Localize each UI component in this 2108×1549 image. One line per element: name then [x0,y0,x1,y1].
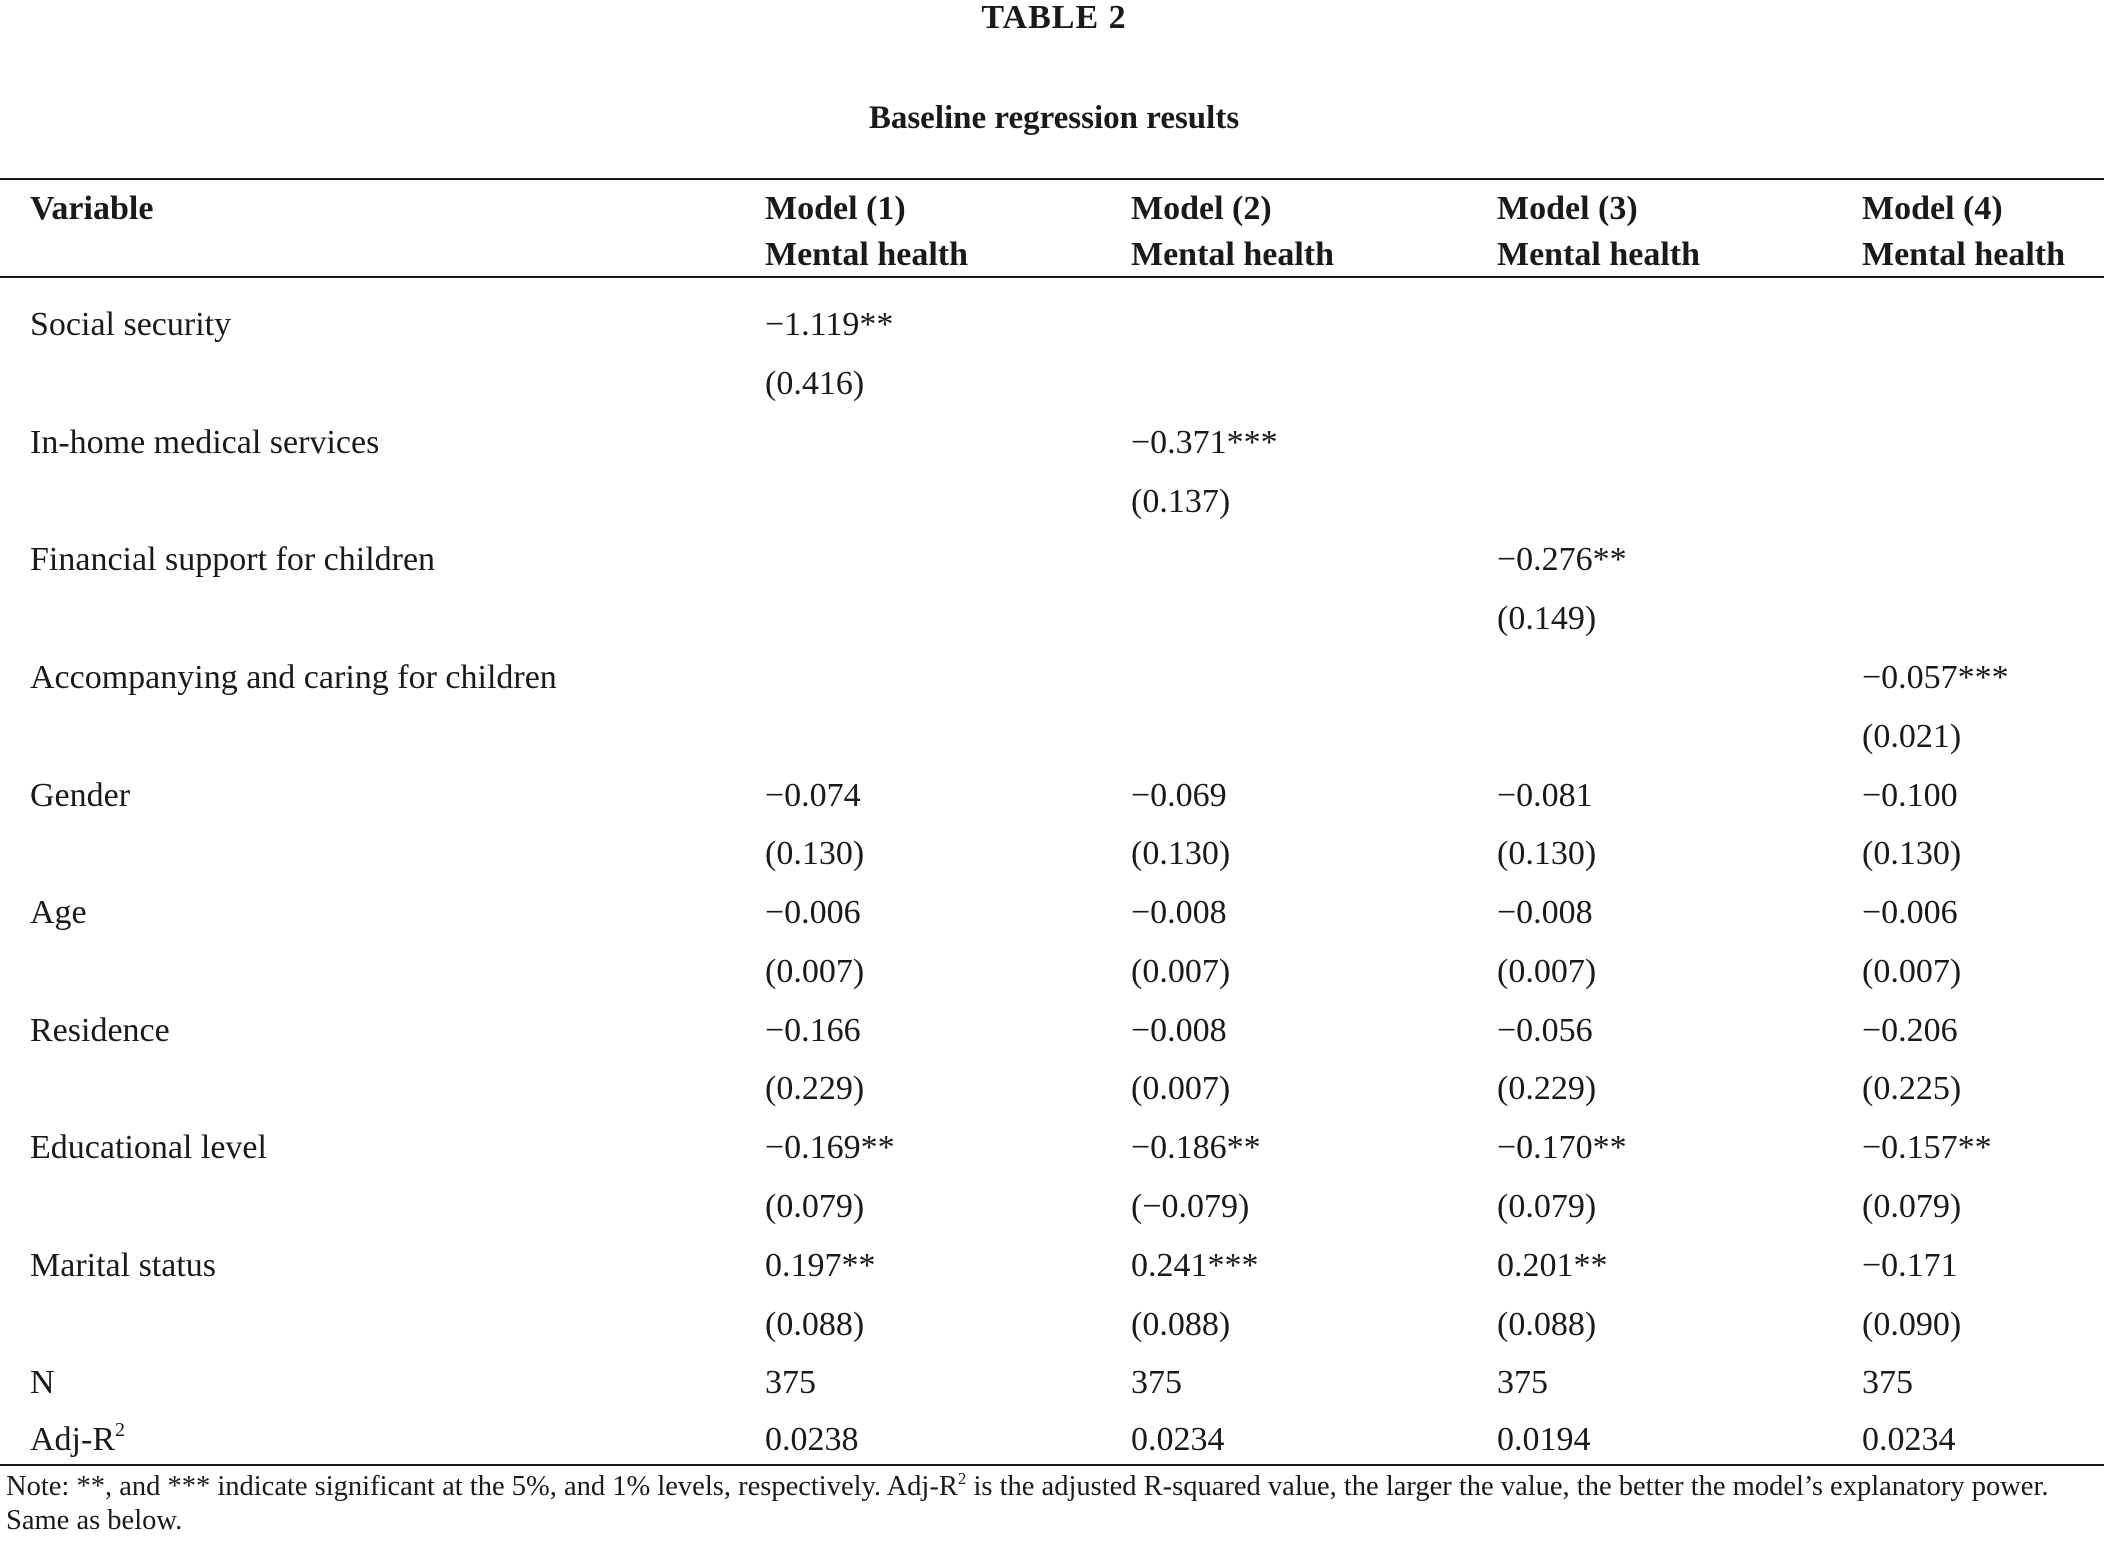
row-variable: Gender [30,777,131,814]
table-row [0,1236,2104,1295]
model-2-value: −0.371*** [1131,424,1278,461]
model-1-value: 0.0238 [765,1421,859,1458]
row-variable: Accompanying and caring for children [30,659,557,696]
header-model-3 [1497,186,1700,278]
model-1-value: (0.229) [765,1070,865,1107]
table-row [0,1001,2104,1060]
model-1-value: (0.130) [765,835,865,872]
model-1-value: −0.006 [765,894,861,931]
model-1-value: −1.119** [765,306,894,343]
table-row [0,883,2104,942]
header-rule [0,276,2104,278]
note-text-2: is the adjusted R-squared value, the larger the value, the better the model’s explanatory power. Same as below. [6,1471,2049,1536]
row-variable: Age [30,894,87,931]
model-2-value: −0.008 [1131,894,1227,931]
model-3-value: 375 [1497,1364,1548,1401]
header-model-1 [765,186,968,278]
model-3-value: (0.229) [1497,1070,1597,1107]
table-row [0,472,2104,531]
adj-r-label: Adj-R [30,1421,115,1458]
note-text-1: Note: **, and *** indicate significant at the 5%, and 1% levels, respectively. Adj-R [6,1471,958,1502]
model-2-value: (0.130) [1131,835,1231,872]
table-row [0,354,2104,413]
model-4-value: 375 [1862,1364,1913,1401]
header-model-1-name: Model (1) [765,190,906,227]
table-row [0,942,2104,1001]
model-1-value: 0.197** [765,1247,876,1284]
table-row [0,530,2104,589]
row-variable: N [30,1364,55,1401]
table-title: Baseline regression results [868,100,1240,136]
header-model-2 [1131,186,1334,278]
model-4-value: 0.0234 [1862,1421,1956,1458]
model-4-value: (0.130) [1862,835,1962,872]
model-2-value: −0.069 [1131,777,1227,814]
model-1-value: −0.169** [765,1129,895,1166]
header-model-4-dependent: Mental health [1862,236,2066,273]
model-1-value: (0.079) [765,1188,865,1225]
header-model-3-name: Model (3) [1497,190,1638,227]
model-2-value: (−0.079) [1131,1188,1250,1225]
model-2-value: 375 [1131,1364,1182,1401]
table-label: TABLE 2 [981,0,1127,36]
table-row [0,766,2104,825]
adj-r-superscript: 2 [115,1419,125,1441]
model-3-value: −0.276** [1497,541,1627,578]
model-2-value: (0.007) [1131,1070,1231,1107]
header-model-3-dependent: Mental health [1497,236,1701,273]
model-3-value: −0.081 [1497,777,1593,814]
model-1-value: (0.416) [765,365,865,402]
table-row [0,1177,2104,1236]
model-4-value: (0.090) [1862,1306,1962,1343]
table-row [0,824,2104,883]
model-4-value: (0.021) [1862,718,1962,755]
model-3-value: 0.0194 [1497,1421,1591,1458]
note-superscript: 2 [957,1469,967,1488]
model-4-value: (0.007) [1862,953,1962,990]
model-2-value: −0.186** [1131,1129,1261,1166]
header-model-4 [1862,186,2065,278]
table-row [0,589,2104,648]
row-variable: In-home medical services [30,424,380,461]
model-2-value: 0.0234 [1131,1421,1225,1458]
model-4-value: −0.171 [1862,1247,1958,1284]
model-4-value: −0.206 [1862,1012,1958,1049]
model-2-value: −0.008 [1131,1012,1227,1049]
header-model-2-dependent: Mental health [1131,236,1335,273]
model-3-value: (0.130) [1497,835,1597,872]
model-4-value: (0.079) [1862,1188,1962,1225]
model-3-value: −0.170** [1497,1129,1627,1166]
header-model-1-dependent: Mental health [765,236,969,273]
model-1-value: (0.007) [765,953,865,990]
bottom-rule [0,1464,2104,1466]
table-note [6,1470,2102,1538]
table-row [0,1410,2104,1469]
row-variable [30,1410,125,1469]
header-model-2-name: Model (2) [1131,190,1272,227]
model-3-value: −0.008 [1497,894,1593,931]
model-3-value: 0.201** [1497,1247,1608,1284]
model-3-value: −0.056 [1497,1012,1593,1049]
model-4-value: −0.100 [1862,777,1958,814]
model-2-value: (0.137) [1131,483,1231,520]
model-2-value: (0.007) [1131,953,1231,990]
row-variable: Residence [30,1012,170,1049]
model-1-value: (0.088) [765,1306,865,1343]
table-row [0,1118,2104,1177]
model-4-value: (0.225) [1862,1070,1962,1107]
model-1-value: −0.074 [765,777,861,814]
model-3-value: (0.007) [1497,953,1597,990]
model-4-value: −0.157** [1862,1129,1992,1166]
table-row [0,1059,2104,1118]
model-3-value: (0.079) [1497,1188,1597,1225]
model-2-value: 0.241*** [1131,1247,1259,1284]
table-row [0,1295,2104,1354]
table-row [0,707,2104,766]
table-row [0,1353,2104,1412]
row-variable: Financial support for children [30,541,436,578]
table-row [0,295,2104,354]
table-row [0,413,2104,472]
header-model-4-name: Model (4) [1862,190,2003,227]
row-variable: Educational level [30,1129,267,1166]
model-2-value: (0.088) [1131,1306,1231,1343]
row-variable: Marital status [30,1247,217,1284]
model-1-value: −0.166 [765,1012,861,1049]
header-variable: Variable [30,190,154,227]
row-variable: Social security [30,306,232,343]
model-3-value: (0.088) [1497,1306,1597,1343]
model-3-value: (0.149) [1497,600,1597,637]
top-rule [0,178,2104,180]
table-row [0,648,2104,707]
model-4-value: −0.006 [1862,894,1958,931]
model-4-value: −0.057*** [1862,659,2009,696]
model-1-value: 375 [765,1364,816,1401]
